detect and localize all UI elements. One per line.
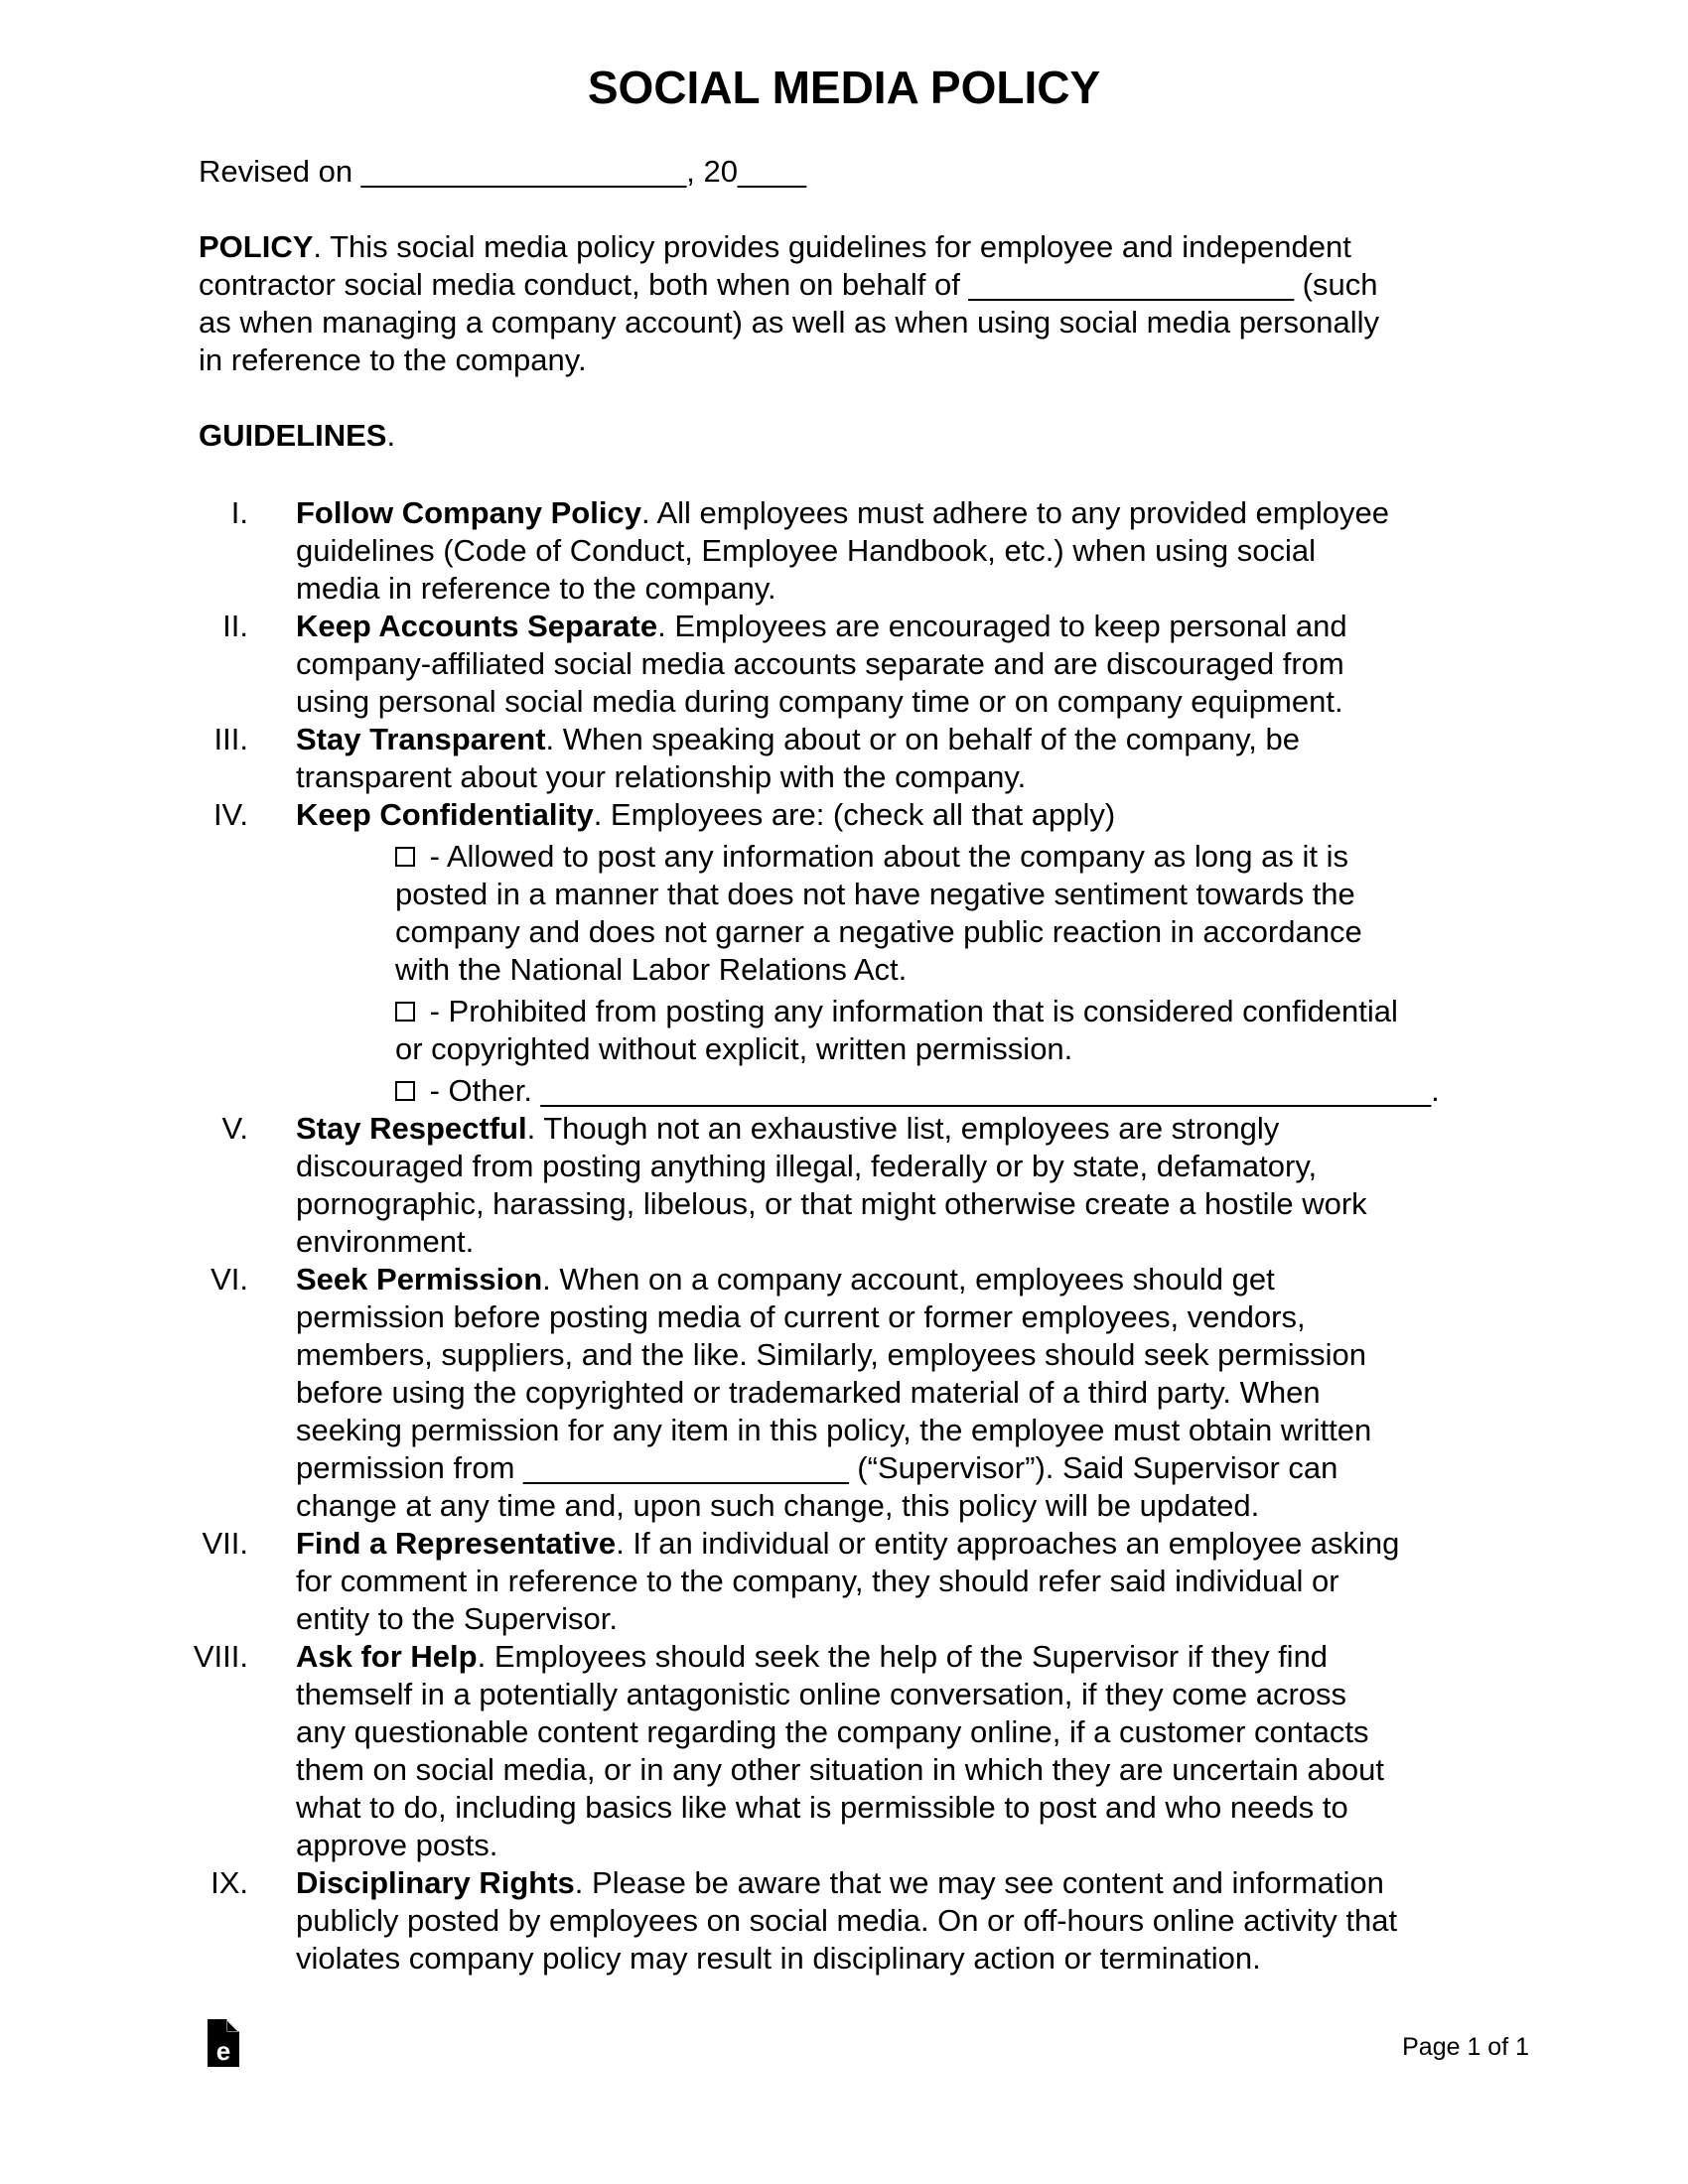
item-heading: Keep Confidentiality (296, 797, 594, 832)
guideline-item: II. Keep Accounts Separate. Employees are encouraged to keep personal and company-affiliated social media accounts separate and are discouraged from using personal social media during company time or on company equipment. (0, 608, 1688, 721)
page-number: Page 1 of 1 (1402, 2033, 1529, 2061)
item-number: III. (213, 722, 248, 756)
policy-paragraph (199, 228, 1489, 379)
confidentiality-option: - Prohibited from posting any information that is considered confidential or copyrighted without explicit, written permission. (395, 994, 1398, 1066)
policy-heading: POLICY (199, 229, 314, 264)
checkbox[interactable] (395, 847, 415, 867)
checkbox[interactable] (395, 1081, 415, 1101)
item-number: VIII. (193, 1639, 248, 1674)
item-number: IV. (212, 797, 248, 832)
policy-line: in reference to the company. (199, 342, 587, 377)
item-number: VII. (202, 1526, 248, 1561)
guidelines-heading: GUIDELINES. (199, 418, 396, 453)
checkbox[interactable] (395, 1002, 415, 1022)
confidentiality-option: - Allowed to post any information about the company as long as it is posted in a manner that does not have negative sentiment towards the company and does not garner a negative public reaction in accordance with the National Labor Relations Act. (395, 839, 1362, 987)
item-heading: Stay Transparent (296, 722, 546, 756)
guideline-item: I. Follow Company Policy. All employees must adhere to any provided employee guidelines (Code of Conduct, Employee Handbook, etc.) when using social media in reference to the company. (0, 494, 1688, 608)
guideline-item: V. Stay Respectful. Though not an exhaustive list, employees are strongly discouraged from posting anything illegal, federally or by state, defamatory, pornographic, harassing, libelous, or that might otherwise create a hostile work environment. (0, 1110, 1688, 1261)
document-e-logo-icon (206, 2017, 241, 2069)
item-number: IX. (211, 1865, 248, 1900)
item-number: I. (230, 495, 248, 530)
item-number: V. (221, 1111, 248, 1146)
policy-line: contractor social media conduct, both when on behalf of ___________________ (such (199, 267, 1378, 302)
confidentiality-option: - Other. ____________________________________________________. (395, 1072, 1688, 1110)
item-heading: Find a Representative (296, 1526, 617, 1561)
policy-line: POLICY. This social media policy provides guidelines for employee and independent (199, 229, 1351, 264)
policy-line: as when managing a company account) as well as when using social media personally (199, 305, 1379, 340)
guideline-item: VI. Seek Permission. When on a company account, employees should get permission before posting media of current or former employees, vendors, members, suppliers, and the like. Similarly, employees should seek permission before using the copyrighted or trademarked material of a third party. When seeking permission for any item in this policy, the employee must obtain written permission from ___________________ (“Supervisor”). Said Supervisor can change at any time and, upon such change, this policy will be updated. (0, 1261, 1688, 1525)
item-heading: Stay Respectful (296, 1111, 527, 1146)
item-number: II. (222, 609, 248, 643)
item-number: VI. (211, 1262, 248, 1297)
guideline-item: VIII. Ask for Help. Employees should seek the help of the Supervisor if they find themself in a potentially antagonistic online conversation, if they come across any questionable content regarding the company online, if a customer contacts them on social media, or in any other situation in which they are uncertain about what to do, including basics like what is permissible to post and who needs to approve posts. (0, 1638, 1688, 1864)
guidelines-list (0, 494, 1688, 1978)
guideline-item: III. Stay Transparent. When speaking about or on behalf of the company, be transparent about your relationship with the company. (0, 721, 1688, 796)
revised-date-line: Revised on ___________________, 20____ (199, 154, 806, 189)
item-heading: Disciplinary Rights (296, 1865, 575, 1900)
item-heading: Keep Accounts Separate (296, 609, 658, 643)
guideline-item: IV. Keep Confidentiality. Employees are: (check all that apply) (0, 796, 1688, 834)
guideline-item: IX. Disciplinary Rights. Please be aware that we may see content and information publicly posted by employees on social media. On or off-hours online activity that violates company policy may result in disciplinary action or termination. (0, 1864, 1688, 1978)
item-heading: Follow Company Policy (296, 495, 641, 530)
document-title: SOCIAL MEDIA POLICY (587, 62, 1101, 113)
item-heading: Seek Permission (296, 1262, 543, 1297)
guideline-item: VII. Find a Representative. If an individual or entity approaches an employee asking for comment in reference to the company, they should refer said individual or entity to the Supervisor. (0, 1525, 1688, 1638)
item-heading: Ask for Help (296, 1639, 478, 1674)
svg-text:e: e (215, 2036, 231, 2066)
